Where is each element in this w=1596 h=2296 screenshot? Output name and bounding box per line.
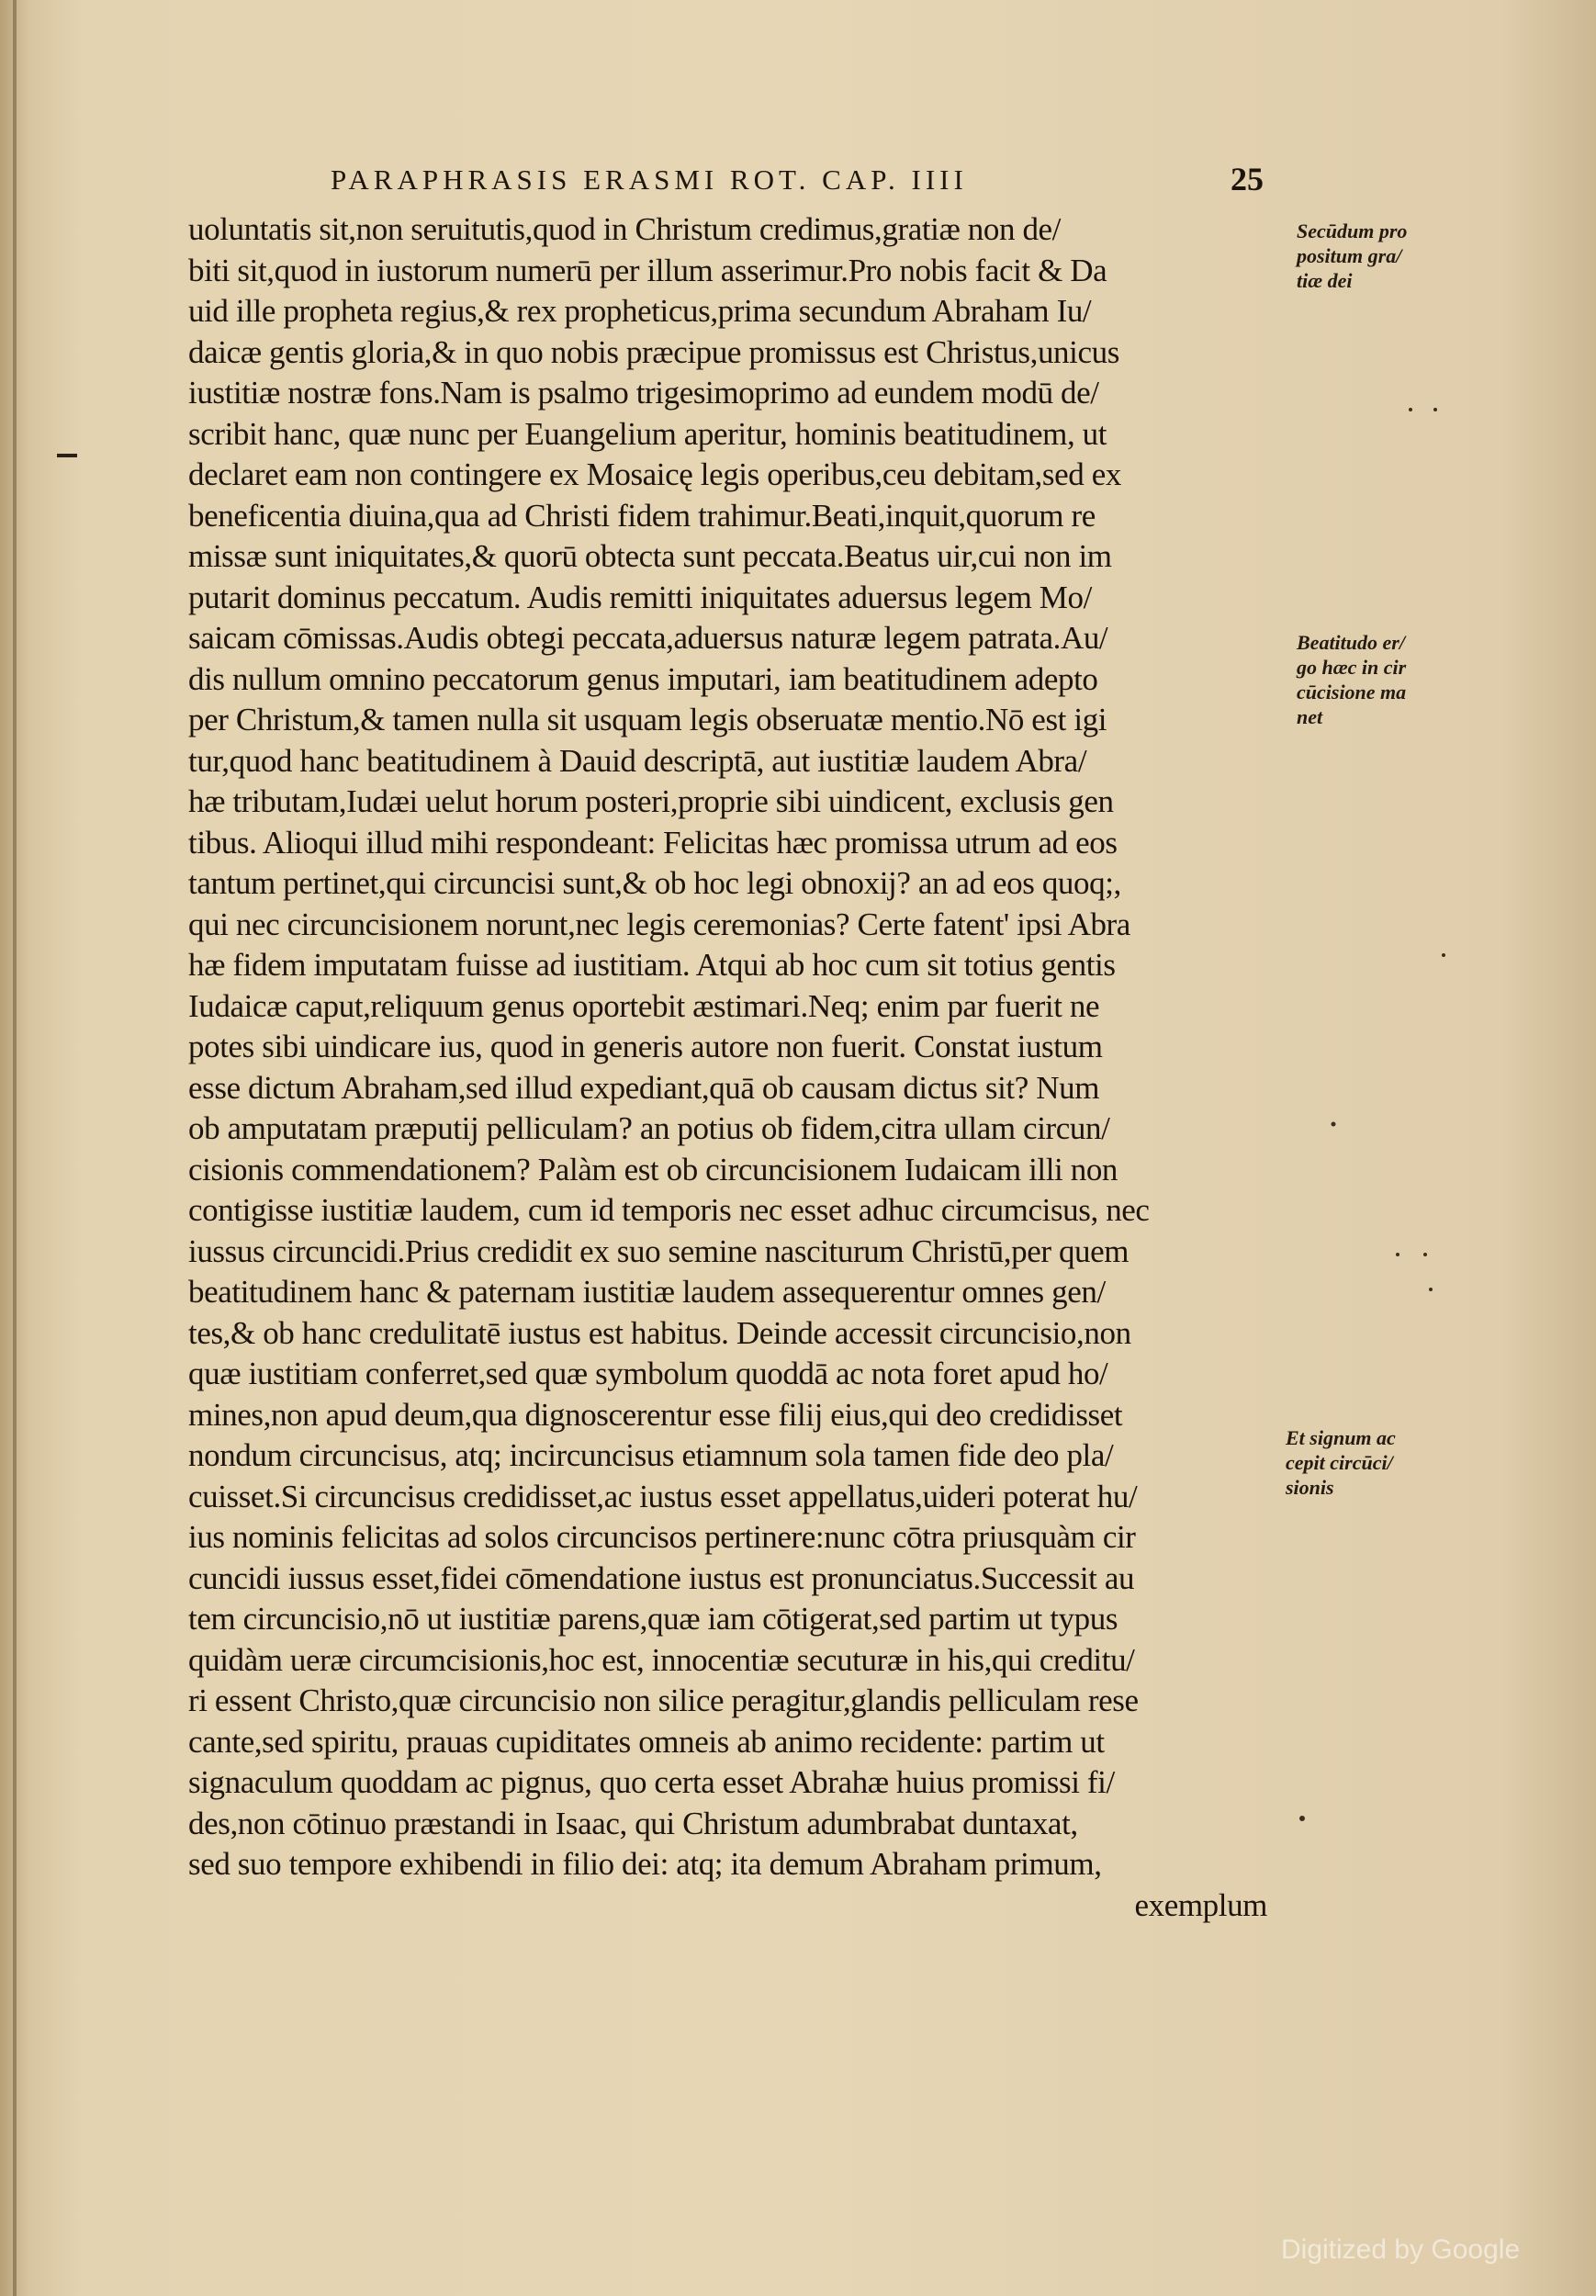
text-line: beneficentia diuina,qua ad Christi fidem trahimur.Beati,inquit,quorum re xyxy=(188,497,1096,534)
speck xyxy=(1429,1288,1433,1291)
digitized-watermark: Digitized by Google xyxy=(1281,2234,1521,2265)
text-line: saicam cōmissas.Audis obtegi peccata,aduersus naturæ legem patrata.Au/ xyxy=(188,620,1108,656)
text-line: declaret eam non contingere ex Mosaicę legis operibus,ceu debitam,sed ex xyxy=(188,456,1121,492)
margin-note-line: Beatitudo er/ xyxy=(1297,631,1405,654)
text-line: mines,non apud deum,qua dignoscerentur esse filij eius,qui deo credidisset xyxy=(188,1396,1123,1433)
text-line: missæ sunt iniquitates,& quorū obtecta sunt peccata.Beatus uir,cui non im xyxy=(188,538,1112,574)
text-line: hæ fidem imputatam fuisse ad iustitiam. Atqui ab hoc cum sit totius gentis xyxy=(188,947,1116,983)
text-line: dis nullum omnino peccatorum genus imputari, iam beatitudinem adepto xyxy=(188,660,1098,697)
text-line: tes,& ob hanc credulitatē iustus est habitus. Deinde accessit circuncisio,non xyxy=(188,1314,1131,1351)
text-line: tantum pertinet,qui circuncisi sunt,& ob hoc legi obnoxij? an ad eos quoq;, xyxy=(188,865,1121,901)
text-line: uid ille propheta regius,& rex propheticus,prima secundum Abraham Iu/ xyxy=(188,293,1092,329)
text-line: beatitudinem hanc & paternam iustitiæ laudem assequerentur omnes gen/ xyxy=(188,1274,1106,1310)
margin-note-line: sionis xyxy=(1286,1476,1334,1499)
margin-note-line: cepit circūci/ xyxy=(1286,1451,1393,1474)
ink-mark xyxy=(57,454,77,457)
speck xyxy=(1409,408,1412,411)
text-line: uoluntatis sit,non seruitutis,quod in Christum credimus,gratiæ non de/ xyxy=(188,211,1062,247)
catchword: exemplum xyxy=(1134,1886,1267,1923)
text-line: hæ tributam,Iudæi uelut horum posteri,proprie sibi uindicent, exclusis gen xyxy=(188,783,1114,819)
text-line: potes sibi uindicare ius, quod in generis autore non fuerit. Constat iustum xyxy=(188,1029,1103,1064)
text-line: ob amputatam præputij pelliculam? an potius ob fidem,citra ullam circun/ xyxy=(188,1110,1110,1146)
margin-note-line: cūcisione ma xyxy=(1297,681,1407,703)
text-line: cuisset.Si circuncisus credidisset,ac iustus esset appellatus,uideri poterat hu/ xyxy=(188,1478,1138,1514)
margin-note-line: Et signum ac xyxy=(1286,1426,1396,1449)
text-line: tibus. Alioqui illud mihi respondeant: Felicitas hæc promissa utrum ad eos xyxy=(188,824,1118,861)
running-title: PARAPHRASIS ERASMI ROT. CAP. IIII xyxy=(331,163,968,196)
margin-note-line: Secūdum pro xyxy=(1297,219,1408,242)
text-line: per Christum,& tamen nulla sit usquam legis obseruatæ mentio.Nō est igi xyxy=(188,702,1107,737)
speck xyxy=(1299,1816,1305,1821)
text-line: quæ iustitiam conferret,sed quæ symbolum quoddā ac nota foret apud ho/ xyxy=(188,1356,1108,1391)
text-line: tem circuncisio,nō ut iustitiæ parens,quæ iam cōtigerat,sed partim ut typus xyxy=(188,1601,1118,1637)
text-line: signaculum quoddam ac pignus, quo certa esset Abrahæ huius promissi fi/ xyxy=(188,1764,1115,1800)
text-line: ri essent Christo,quæ circuncisio non silice peragitur,glandis pelliculam rese xyxy=(188,1683,1139,1718)
text-line: tur,quod hanc beatitudinem à Dauid descriptā, aut iustitiæ laudem Abra/ xyxy=(188,742,1087,779)
speck xyxy=(1396,1253,1399,1256)
folio-number: 25 xyxy=(1231,161,1264,197)
text-line: cuncidi iussus esset,fidei cōmendatione iustus est pronunciatus.Successit au xyxy=(188,1559,1135,1596)
text-line: esse dictum Abraham,sed illud expediant,quā ob causam dictus sit? Num xyxy=(188,1069,1100,1106)
margin-note-line: tiæ dei xyxy=(1297,269,1353,292)
text-line: scribit hanc, quæ nunc per Euangelium aperitur, hominis beatitudinem, ut xyxy=(188,415,1107,452)
text-line: cisionis commendationem? Palàm est ob circuncisionem Iudaicam illi non xyxy=(188,1151,1118,1187)
text-line: Iudaicæ caput,reliquum genus oportebit æstimari.Neq; enim par fuerit ne xyxy=(188,987,1100,1024)
text-line: cante,sed spiritu, prauas cupiditates omneis ab animo recidente: partim ut xyxy=(188,1723,1105,1760)
text-line: iussus circuncidi.Prius credidit ex suo semine nasciturum Christū,per quem xyxy=(188,1232,1130,1269)
text-line: contigisse iustitiæ laudem, cum id temporis nec esset adhuc circumcisus, nec xyxy=(188,1192,1150,1228)
text-line: biti sit,quod in iustorum numerū per illum asserimur.Pro nobis facit & Da xyxy=(188,252,1107,288)
text-line: des,non cōtinuo præstandi in Isaac, qui Christum adumbrabat duntaxat, xyxy=(188,1805,1078,1841)
text-line: quidàm ueræ circumcisionis,hoc est, innocentiæ secuturæ in his,qui creditu/ xyxy=(188,1641,1135,1678)
text-line: nondum circuncisus, atq; incircuncisus etiamnum sola tamen fide deo pla/ xyxy=(188,1437,1114,1473)
text-line: ius nominis felicitas ad solos circuncisos pertinere:nunc cōtra priusquàm cir xyxy=(188,1519,1136,1555)
speck xyxy=(1433,408,1437,411)
text-line: daicæ gentis gloria,& in quo nobis præcipue promissus est Christus,unicus xyxy=(188,333,1119,370)
margin-note-line: positum gra/ xyxy=(1297,244,1402,267)
speck xyxy=(1332,1122,1336,1127)
text-line: qui nec circuncisionem norunt,nec legis ceremonias? Certe fatent' ipsi Abra xyxy=(188,906,1130,942)
text-line: iustitiæ nostræ fons.Nam is psalmo trigesimoprimo ad eundem modū de/ xyxy=(188,375,1099,411)
speck xyxy=(1423,1253,1427,1256)
text-line: sed suo tempore exhibendi in filio dei: atq; ita demum Abraham primum, xyxy=(188,1846,1102,1882)
margin-note-line: net xyxy=(1297,705,1323,728)
text-line: putarit dominus peccatum. Audis remitti iniquitates aduersus legem Mo/ xyxy=(188,579,1092,615)
margin-note-line: go hæc in cir xyxy=(1297,656,1407,679)
speck xyxy=(1442,953,1445,957)
